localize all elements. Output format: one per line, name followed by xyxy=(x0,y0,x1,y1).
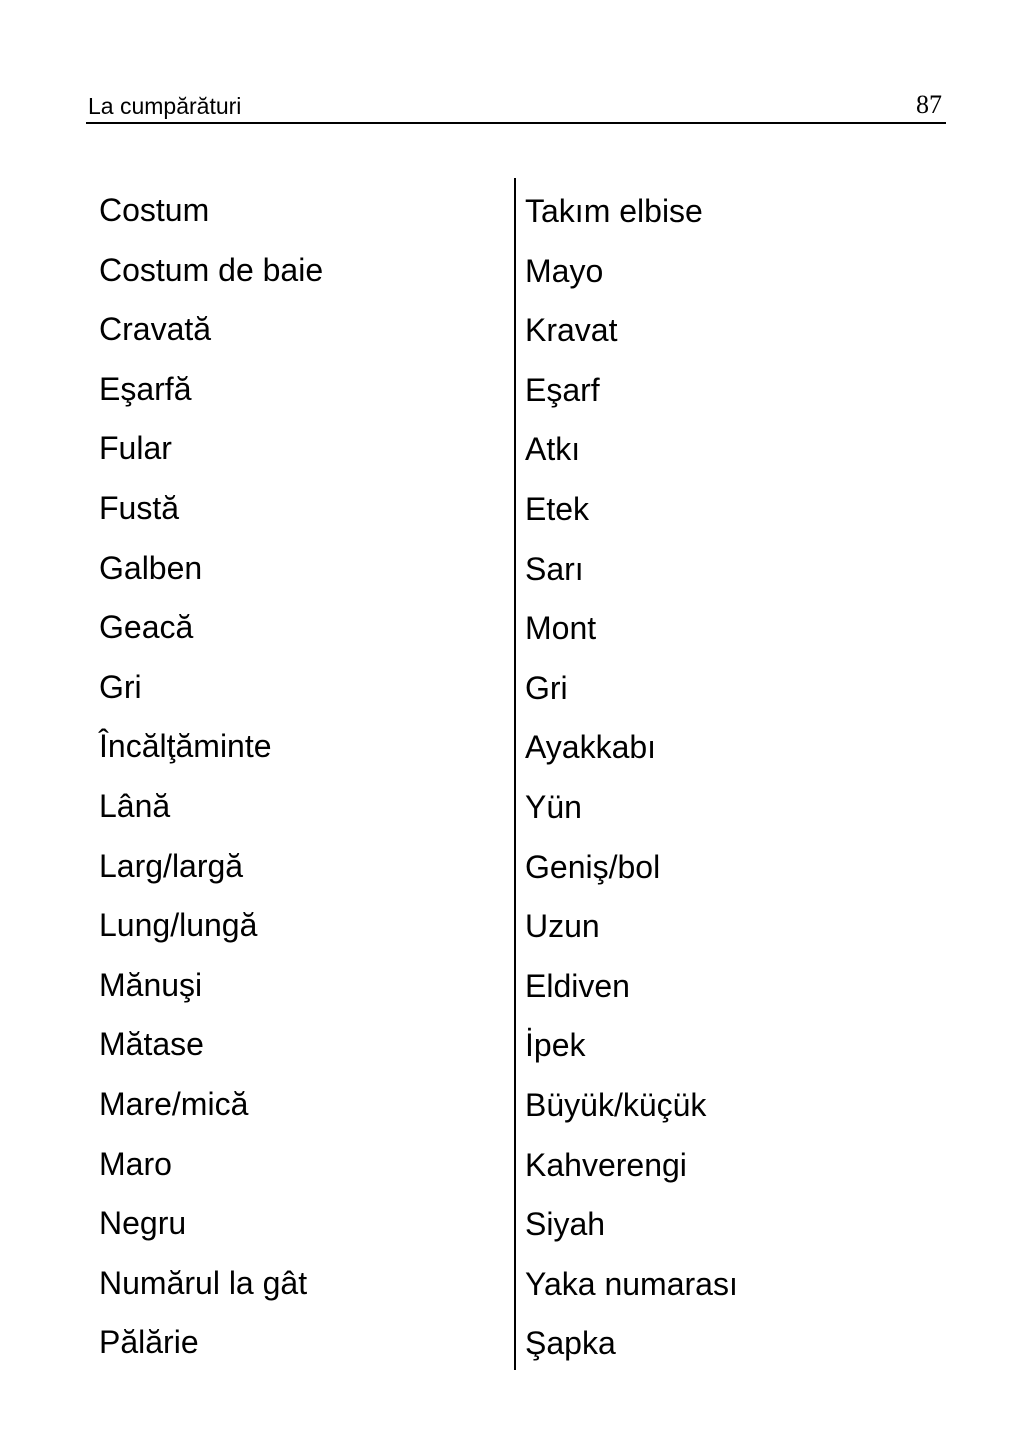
romanian-word-list xyxy=(99,182,323,1374)
turkish-term: Mont xyxy=(525,610,597,647)
romanian-term: Mare/mică xyxy=(99,1085,249,1122)
page-number: 87 xyxy=(916,90,942,119)
turkish-term: Şapka xyxy=(525,1325,616,1362)
chapter-title: La cumpărături xyxy=(88,93,242,119)
romanian-term: Costum xyxy=(99,192,210,228)
romanian-term: Galben xyxy=(99,549,203,586)
romanian-term: Eşarfă xyxy=(99,370,192,407)
turkish-term: Kravat xyxy=(525,312,618,349)
turkish-term: Ayakkabı xyxy=(525,729,657,766)
turkish-term: Yaka numarası xyxy=(525,1265,738,1302)
turkish-term: Siyah xyxy=(525,1206,606,1243)
turkish-term: Takım elbise xyxy=(525,193,703,229)
romanian-term: Mătase xyxy=(99,1026,204,1063)
romanian-term: Geacă xyxy=(99,609,194,646)
turkish-term: Mayo xyxy=(525,252,604,289)
turkish-term: Uzun xyxy=(525,908,600,945)
turkish-term: Geniş/bol xyxy=(525,848,661,885)
romanian-term: Larg/largă xyxy=(99,847,244,884)
turkish-term: Etek xyxy=(525,490,590,527)
romanian-term: Pălărie xyxy=(99,1324,199,1361)
turkish-term: Gri xyxy=(525,669,568,706)
romanian-term: Mănuşi xyxy=(99,966,203,1003)
romanian-term: Costum de baie xyxy=(99,251,324,288)
turkish-term: Atkı xyxy=(525,431,581,468)
romanian-term: Fular xyxy=(99,430,172,467)
column-divider xyxy=(514,178,516,1370)
turkish-term: Yün xyxy=(525,788,582,825)
romanian-term: Încălţăminte xyxy=(99,728,272,765)
romanian-term: Lung/lungă xyxy=(99,907,258,944)
turkish-term: Sarı xyxy=(525,550,584,587)
turkish-term: Kahverengi xyxy=(525,1146,687,1183)
turkish-term: Büyük/küçük xyxy=(525,1086,707,1123)
turkish-word-list xyxy=(525,183,738,1375)
romanian-term: Fustă xyxy=(99,489,180,526)
romanian-term: Gri xyxy=(99,668,142,705)
romanian-term: Negru xyxy=(99,1205,187,1242)
turkish-term: Eşarf xyxy=(525,371,600,408)
turkish-term: İpek xyxy=(525,1027,586,1064)
romanian-term: Maro xyxy=(99,1145,172,1182)
romanian-term: Numărul la gât xyxy=(99,1264,308,1301)
turkish-term: Eldiven xyxy=(525,967,630,1004)
romanian-term: Cravată xyxy=(99,311,212,348)
romanian-term: Lână xyxy=(99,787,171,824)
page-header xyxy=(86,88,946,124)
